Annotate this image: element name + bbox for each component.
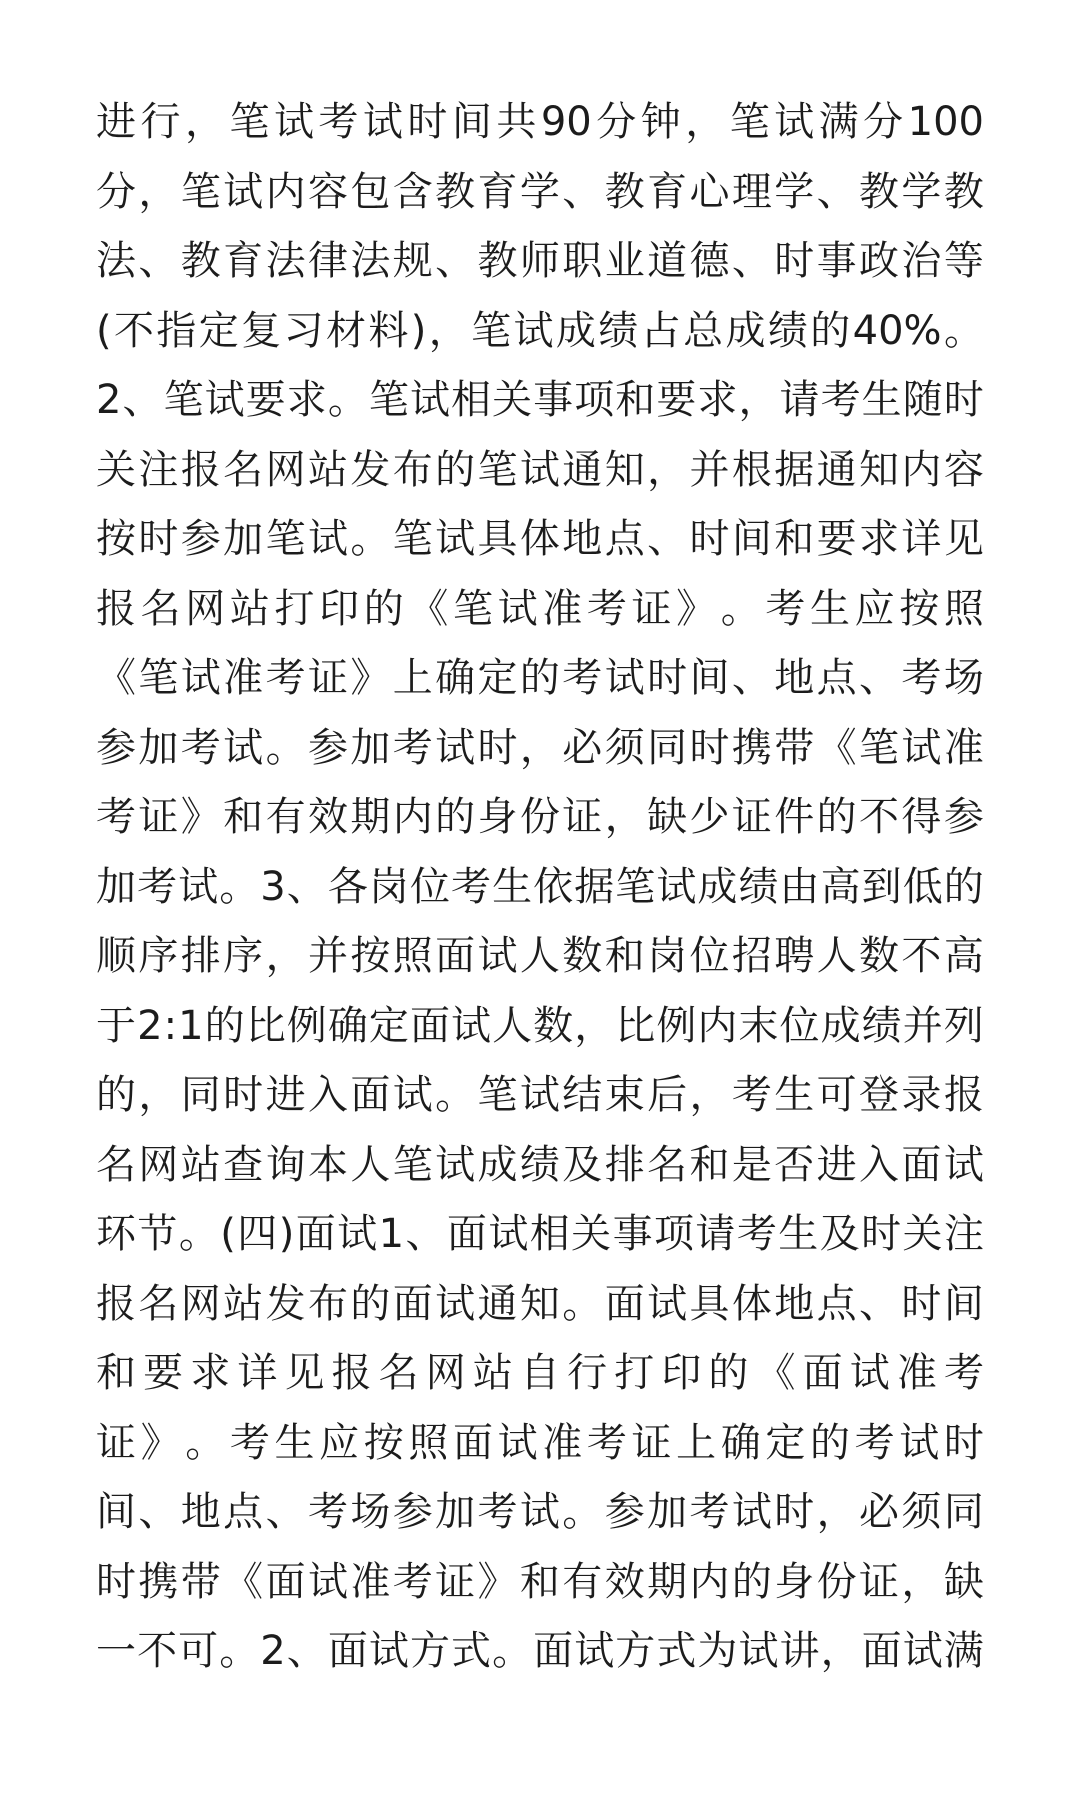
text-line: 2 、 笔 试 要 求 。 笔 试 相 关 事 项 和 要 求 ， 请 考 生 随 时 — [96, 377, 984, 423]
text-line: 的 ， 同 时 进 入 面 试 。 笔 试 结 束 后 ， 考 生 可 登 录 报 — [96, 1072, 984, 1118]
text-line: 分 ， 笔 试 内 容 包 含 教 育 学 、 教 育 心 理 学 、 教 学 教 — [96, 168, 984, 215]
text-line: 报 名 网 站 打 印 的 《 笔 试 准 考 证 》 。 考 生 应 按 照 — [96, 585, 984, 632]
text-line: 《 笔 试 准 考 证 》 上 确 定 的 考 试 时 间 、 地 点 、 考 场 — [96, 655, 984, 701]
text-line: 参 加 考 试 。 参 加 考 试 时 ， 必 须 同 时 携 带 《 笔 试 准 — [96, 724, 984, 771]
text-line: 加 考 试 。 3 、 各 岗 位 考 生 依 据 笔 试 成 绩 由 高 到 低 的 — [96, 863, 984, 910]
text-line: 关 注 报 名 网 站 发 布 的 笔 试 通 知 ， 并 根 据 通 知 内 容 — [96, 446, 984, 493]
text-line: 和 要 求 详 见 报 名 网 站 自 行 打 印 的 《 面 试 准 考 — [96, 1350, 984, 1396]
text-line: 环 节 。 ( 四 ) 面 试 1 、 面 试 相 关 事 项 请 考 生 及 时 关 注 — [96, 1211, 984, 1257]
text-line: 法 、 教 育 法 律 法 规 、 教 师 职 业 道 德 、 时 事 政 治 等 — [96, 238, 984, 284]
text-line: 考 证 》 和 有 效 期 内 的 身 份 证 ， 缺 少 证 件 的 不 得 参 — [96, 794, 984, 840]
text-line: 于 2 : 1 的 比 例 确 定 面 试 人 数 ， 比 例 内 末 位 成 绩 并 列 — [96, 1002, 984, 1049]
text-line: 名 网 站 查 询 本 人 笔 试 成 绩 及 排 名 和 是 否 进 入 面 试 — [96, 1141, 984, 1188]
text-line: 一 不 可 。 2 、 面 试 方 式 。 面 试 方 式 为 试 讲 ， 面 试 满 — [96, 1628, 984, 1674]
text-line: 间 、 地 点 、 考 场 参 加 考 试 。 参 加 考 试 时 ， 必 须 同 — [96, 1489, 984, 1535]
text-line: 按 时 参 加 笔 试 。 笔 试 具 体 地 点 、 时 间 和 要 求 详 见 — [96, 516, 984, 562]
text-line: 时 携 带 《 面 试 准 考 证 》 和 有 效 期 内 的 身 份 证 ， 缺 — [96, 1558, 984, 1605]
text-line: 报 名 网 站 发 布 的 面 试 通 知 。 面 试 具 体 地 点 、 时 间 — [96, 1280, 984, 1327]
text-line: 进 行 ， 笔 试 考 试 时 间 共 90 分 钟 ， 笔 试 满 分 100 — [96, 99, 984, 145]
text-line: ( 不 指 定 复 习 材 料 ) ， 笔 试 成 绩 占 总 成 绩 的 40% 。 — [96, 307, 984, 354]
article-body — [96, 88, 984, 1687]
text-line: 证 》 。 考 生 应 按 照 面 试 准 考 证 上 确 定 的 考 试 时 — [96, 1419, 984, 1466]
text-line: 顺 序 排 序 ， 并 按 照 面 试 人 数 和 岗 位 招 聘 人 数 不 高 — [96, 933, 984, 979]
